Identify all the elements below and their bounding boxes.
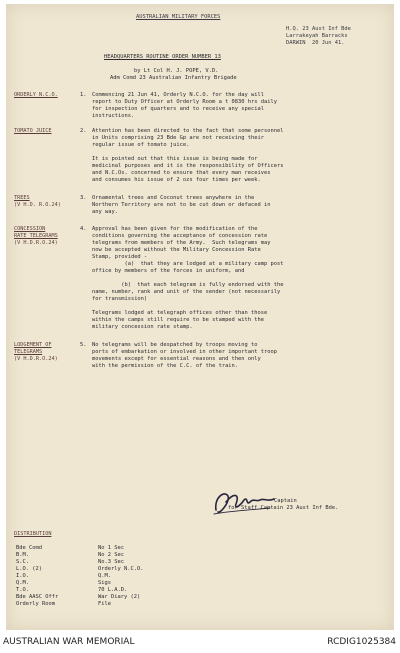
item-2-line: and N.C.Os. concerned to ensure that every man receives (92, 170, 271, 176)
distribution-item: B.M. (16, 552, 29, 558)
item-2-label: TOMATO JUICE (14, 128, 52, 134)
item-4-line: within the camps still require to be stamped with the (92, 317, 265, 323)
location-prefix: DARWIN (286, 40, 306, 46)
footer-record-id: RCDIG1025384 (327, 637, 396, 647)
item-4-line: office by members of the forces in uniform, and (92, 268, 245, 274)
document-title: HEADQUARTERS ROUTINE ORDER NUMBER 13 (104, 54, 221, 60)
distribution-item: S.C. (16, 559, 29, 565)
item-1-line: Commencing 21 Jun 41, Orderly N.C.O. for the day will (92, 92, 265, 98)
distribution-item: Sigs (98, 580, 111, 586)
item-2-number: 2. (80, 128, 87, 134)
distribution-item: No 1 Sec (98, 545, 124, 551)
item-5-label-2: TELEGRAMS (14, 349, 43, 355)
distribution-item: Bde Comd (16, 545, 42, 551)
item-4-line: now be accepted without the Military Concession Rate (92, 247, 261, 253)
item-2-line: It is pointed out that this issue is being made for (92, 156, 258, 162)
item-4-line: conditions governing the acceptance of concession rate (92, 233, 268, 239)
distribution-item: Q.M. (98, 573, 111, 579)
item-3-line: any way. (92, 209, 118, 215)
archive-footer (0, 632, 400, 653)
distribution-item: No.3 Sec (98, 559, 124, 565)
distribution-item: War Diary (2) (98, 594, 141, 600)
item-5-line: with the permission of the C.C. of the train. (92, 363, 239, 369)
item-5-label: LODGEMENT OF (14, 342, 52, 348)
item-3-sublabel: (V H.D. R.O.24) (14, 202, 61, 208)
item-1-line: report to Duty Officer at Orderly Room a t 0830 hrs daily (92, 99, 277, 105)
signature-title: Captain (274, 498, 297, 504)
item-2-line: medicinal purposes and it is the responsibility of Officers (92, 163, 284, 169)
item-1-label: ORDERLY N.C.O. (14, 92, 58, 98)
item-2-line: and consumes his issue of 2 ozs four times per week. (92, 177, 261, 183)
item-5-line: movements except for essential reasons and then only (92, 356, 261, 362)
footer-source: AUSTRALIAN WAR MEMORIAL (3, 637, 135, 647)
signature-line: for Staff Captain 23 Aust Inf Bde. (228, 505, 339, 511)
byline-1: by Lt Col H. J. POPE, V.D. (134, 68, 219, 74)
document-page (6, 4, 394, 630)
item-1-number: 1. (80, 92, 87, 98)
distribution-item: 70 L.A.D. (98, 587, 128, 593)
item-3-number: 3. (80, 195, 87, 201)
item-2-line: regular issue of tomato juice. (92, 142, 190, 148)
item-4-line: for transmission) (92, 296, 148, 302)
hq-line: H.Q. 23 Aust Inf Bde (286, 26, 351, 32)
item-4-line: Stamp, provided - (92, 254, 148, 260)
item-4-line: (b) that each telegram is fully endorsed with the (92, 282, 284, 288)
distribution-item: L.O. (2) (16, 566, 42, 572)
item-4-line: military concession rate stamp. (92, 324, 193, 330)
distribution-item: T.O. (16, 587, 29, 593)
item-4-number: 4. (80, 226, 87, 232)
item-4-line: telegrams from members of the Army. Such telegrams may (92, 240, 271, 246)
item-5-line: ports of embarkation or involved in other important troop (92, 349, 277, 355)
location-line: Larrakeyah Barracks (286, 33, 348, 39)
force-heading: AUSTRALIAN MILITARY FORCES (136, 14, 221, 20)
item-5-sublabel: (V H.D.R.O.24) (14, 356, 58, 362)
distribution-item: File (98, 601, 111, 607)
distribution-item: Orderly N.C.O. (98, 566, 144, 572)
item-3-label: TREES (14, 195, 30, 201)
item-1-line: instructions. (92, 113, 135, 119)
item-3-line: Ornamental trees and Coconut trees anywhere in the (92, 195, 255, 201)
item-2-line: in Units comprising 23 Bde Gp are not receiving their (92, 135, 265, 141)
item-2-line: Attention has been directed to the fact that some personnel (92, 128, 284, 134)
item-4-line: name, number, rank and unit of the sender (not necessarily (92, 289, 281, 295)
distribution-item: No 2 Sec (98, 552, 124, 558)
item-4-label-2: RATE TELEGRAMS (14, 233, 58, 239)
item-3-line: Northern Territory are not to be cut down or defaced in (92, 202, 271, 208)
distribution-item: Q.M. (16, 580, 29, 586)
item-4-line: Telegrams lodged at telegraph offices other than those (92, 310, 268, 316)
distribution-item: Orderly Room (16, 601, 55, 607)
item-4-label: CONCESSION (14, 226, 46, 232)
distribution-item: I.O. (16, 573, 29, 579)
item-1-line: for inspection of quarters and to receive any special (92, 106, 265, 112)
distribution-title: DISTRIBUTION (14, 531, 52, 537)
date-line (286, 40, 344, 46)
item-4-line: (a) that they are lodged at a military camp post (92, 261, 284, 267)
distribution-item: Bde AASC Offr (16, 594, 59, 600)
byline-2: Adm Comd 23 Australian Infantry Brigade (110, 75, 237, 81)
item-5-line: No telegrams will be despatched by troops moving to (92, 342, 258, 348)
item-4-sublabel: (V H.D.R.O.24) (14, 240, 58, 246)
item-4-line: Approval has been given for the modification of the (92, 226, 258, 232)
date-value: 20 Jun 41. (311, 40, 345, 46)
item-5-number: 5. (80, 342, 87, 348)
handwritten-signature (210, 488, 280, 518)
